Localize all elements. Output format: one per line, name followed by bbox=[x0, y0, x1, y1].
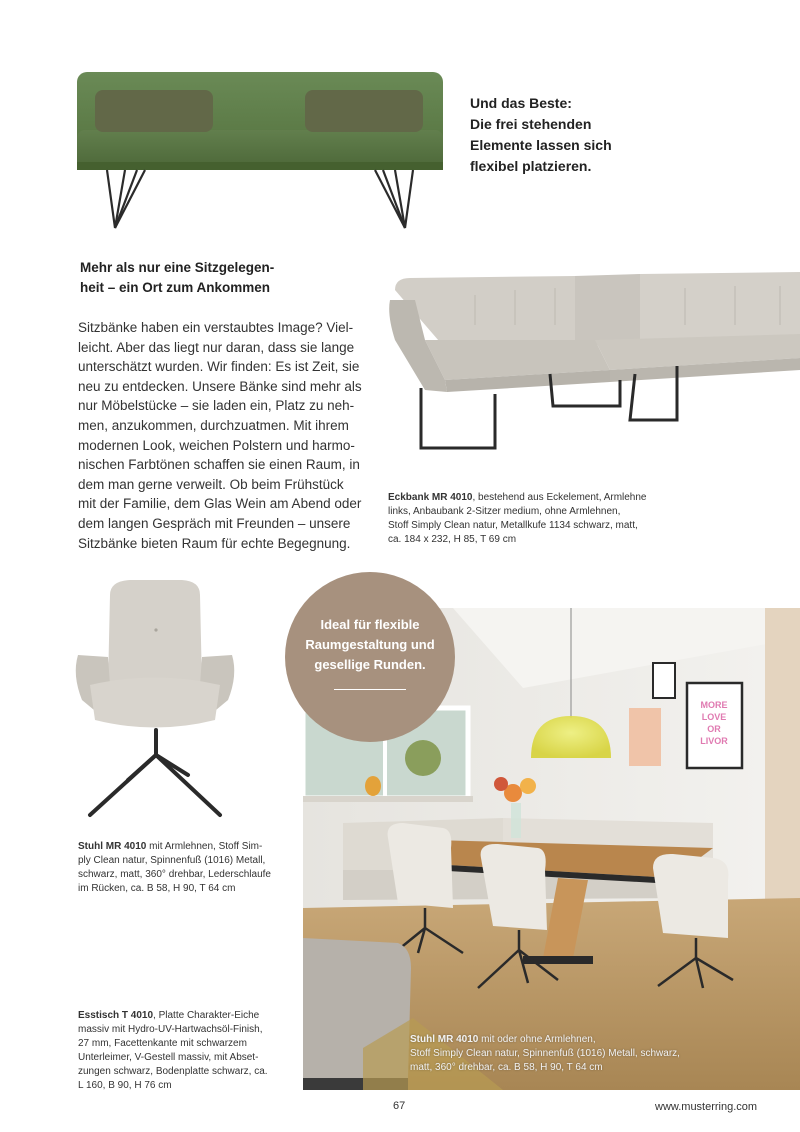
caption-line: Stoff Simply Clean natur, Spinnenfuß (1016) Metall, schwarz, bbox=[410, 1048, 680, 1059]
caption-line: links, Anbaubank 2-Sitzer medium, ohne Armlehnen, bbox=[388, 506, 621, 517]
body-line: modernen Look, weichen Polstern und harmo- bbox=[78, 437, 355, 453]
body-line: men, anzukommen, durchzuatmen. Mit ihrem bbox=[78, 417, 349, 433]
esstisch-caption bbox=[78, 1009, 293, 1093]
poster-text: LOVE bbox=[701, 712, 727, 722]
body-line: dem man gerne verweilt. Ob beim Frühstück bbox=[78, 476, 344, 492]
caption-line: ca. 184 x 232, H 85, T 69 cm bbox=[388, 534, 517, 545]
poster-text: OR bbox=[707, 724, 721, 734]
caption-line: massiv mit Hydro-UV-Hartwachsöl-Finish, bbox=[78, 1024, 263, 1035]
headline-line: Mehr als nur eine Sitzgelegen- bbox=[80, 260, 275, 275]
stuhl-caption bbox=[78, 840, 293, 896]
caption-line: , Platte Charakter-Eiche bbox=[153, 1010, 260, 1021]
feature-note-line: flexibel platzieren. bbox=[470, 158, 592, 174]
caption-line: matt, 360° drehbar, ca. B 58, H 90, T 64 cm bbox=[410, 1062, 603, 1073]
product-name: Stuhl MR 4010 bbox=[410, 1034, 479, 1045]
circle-text bbox=[295, 615, 445, 675]
green-sofa-image bbox=[75, 70, 445, 230]
section-headline bbox=[80, 258, 380, 298]
room-caption bbox=[410, 1033, 740, 1075]
body-line: mit der Familie, dem Glas Wein am Abend oder bbox=[78, 496, 362, 512]
circle-line: gesellige Runden. bbox=[314, 656, 426, 672]
feature-note-line: Elemente lassen sich bbox=[470, 137, 612, 153]
body-line: dem langen Gespräch mit Freunden – unsere bbox=[78, 515, 351, 531]
circle-divider bbox=[334, 689, 406, 690]
body-line: unterschätzt wurden. Wir finden: Es ist Zeit, sie bbox=[78, 359, 360, 375]
footer-url[interactable]: www.musterring.com bbox=[655, 1101, 758, 1113]
body-line: nischen Farbtönen schaffen sie einen Raum, in bbox=[78, 457, 360, 473]
circle-line: Ideal für flexible bbox=[320, 616, 420, 632]
feature-note bbox=[470, 93, 670, 177]
eckbank-caption bbox=[388, 491, 688, 547]
caption-line: zungen schwarz, Bodenplatte schwarz, ca. bbox=[78, 1066, 268, 1077]
body-line: nur Möbelstücke – sie laden ein, Platz zu neh- bbox=[78, 398, 355, 414]
body-paragraph bbox=[78, 318, 398, 553]
circle-line: Raumgestaltung und bbox=[305, 636, 435, 652]
caption-line: mit Armlehnen, Stoff Sim- bbox=[146, 841, 263, 852]
feature-note-line: Und das Beste: bbox=[470, 95, 572, 111]
caption-line: Stoff Simply Clean natur, Metallkufe 1134 schwarz, matt, bbox=[388, 520, 638, 531]
headline-line: heit – ein Ort zum Ankommen bbox=[80, 280, 271, 295]
feature-note-line: Die frei stehenden bbox=[470, 116, 592, 132]
caption-line: mit oder ohne Armlehnen, bbox=[478, 1034, 596, 1045]
body-line: leicht. Aber das liegt nur daran, dass sie lange bbox=[78, 339, 355, 355]
caption-line: schwarz, matt, 360° drehbar, Lederschlaufe bbox=[78, 869, 271, 880]
page-number: 67 bbox=[393, 1100, 406, 1112]
corner-bench-image bbox=[385, 270, 800, 460]
caption-line: ply Clean natur, Spinnenfuß (1016) Metall, bbox=[78, 855, 266, 866]
poster-text: MORE bbox=[700, 700, 728, 710]
caption-line: 27 mm, Facettenkante mit schwarzem bbox=[78, 1038, 247, 1049]
swivel-chair-image bbox=[70, 575, 240, 825]
caption-line: , bestehend aus Eckelement, Armlehne bbox=[472, 492, 647, 503]
highlight-circle bbox=[285, 572, 455, 742]
product-name: Stuhl MR 4010 bbox=[78, 841, 147, 852]
caption-line: im Rücken, ca. B 58, H 90, T 64 cm bbox=[78, 883, 236, 894]
product-name: Esstisch T 4010 bbox=[78, 1010, 154, 1021]
body-line: Sitzbänke bieten Raum für echte Begegnung. bbox=[78, 535, 351, 551]
product-name: Eckbank MR 4010 bbox=[388, 492, 473, 503]
caption-line: L 160, B 90, H 76 cm bbox=[78, 1080, 172, 1091]
body-line: neu zu entdecken. Unsere Bänke sind mehr als bbox=[78, 378, 362, 394]
caption-line: Unterleimer, V-Gestell massiv, mit Abset- bbox=[78, 1052, 259, 1063]
body-line: Sitzbänke haben ein verstaubtes Image? Viel- bbox=[78, 320, 354, 335]
poster-text: LIVOR bbox=[700, 736, 728, 746]
